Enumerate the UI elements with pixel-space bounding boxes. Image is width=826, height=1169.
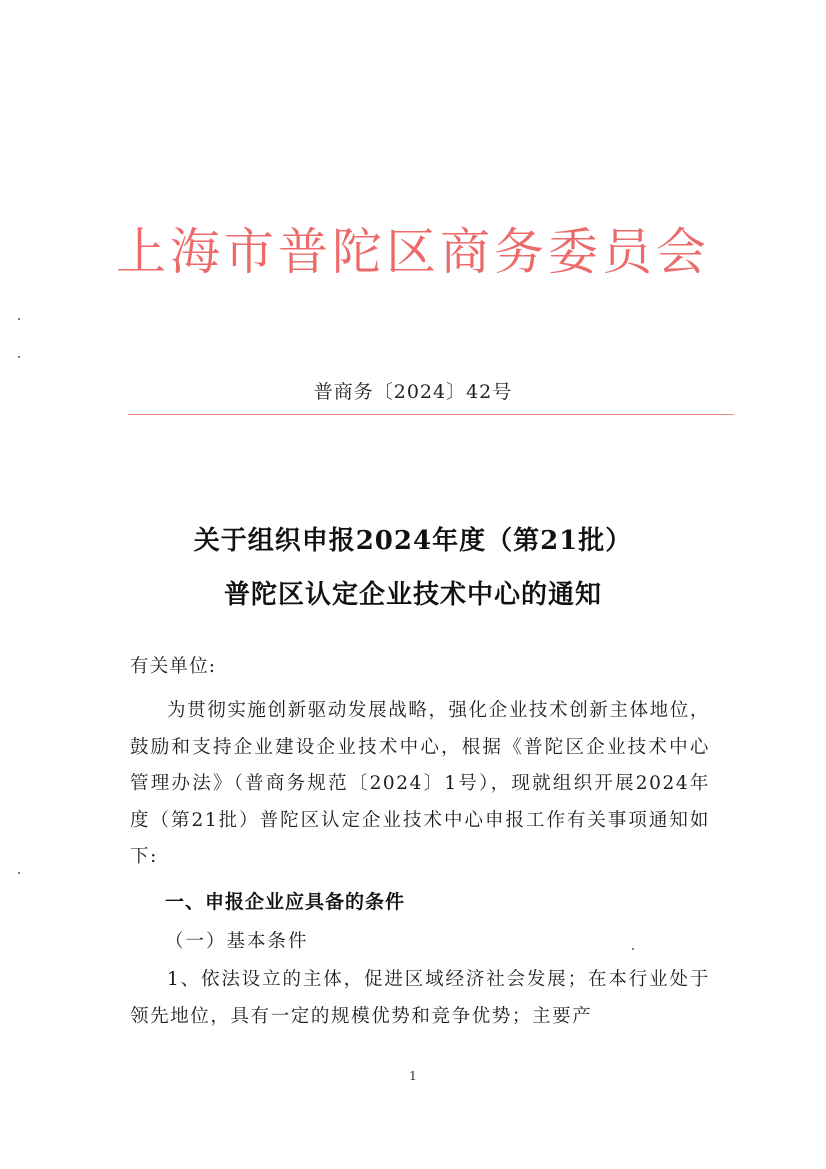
page-number: 1 [409,1069,417,1083]
scan-speck [632,948,634,950]
item-1-paragraph: 1、依法设立的主体，促进区域经济社会发展；在本行业处于领先地位，具有一定的规模优势和竞争优势；主要产 [130,969,710,1027]
salutation: 有关单位: [130,656,217,677]
subsection-1-heading: （一）基本条件 [165,931,309,952]
scan-speck [18,872,20,874]
section-1-heading: 一、申报企业应具备的条件 [165,891,406,913]
scan-speck [18,356,20,358]
scan-speck [18,318,20,320]
intro-paragraph: 为贯彻实施创新驱动发展战略，强化企业技术创新主体地位，鼓励和支持企业建设企业技术中心，根据《普陀区企业技术中心管理办法》（普商务规范〔2024〕1号），现就组织开展2024年度（第21批）普陀区认定企业技术中心申报工作有关事项通知如下: [130,700,710,867]
issuing-organization-header: 上海市普陀区商务委员会 [116,223,710,281]
document-number: 普商务〔2024〕42号 [313,381,513,403]
document-title-line-1: 关于组织申报2024年度（第21批） [193,526,633,556]
header-divider-line [128,414,734,415]
document-title-line-2: 普陀区认定企业技术中心的通知 [223,580,602,610]
